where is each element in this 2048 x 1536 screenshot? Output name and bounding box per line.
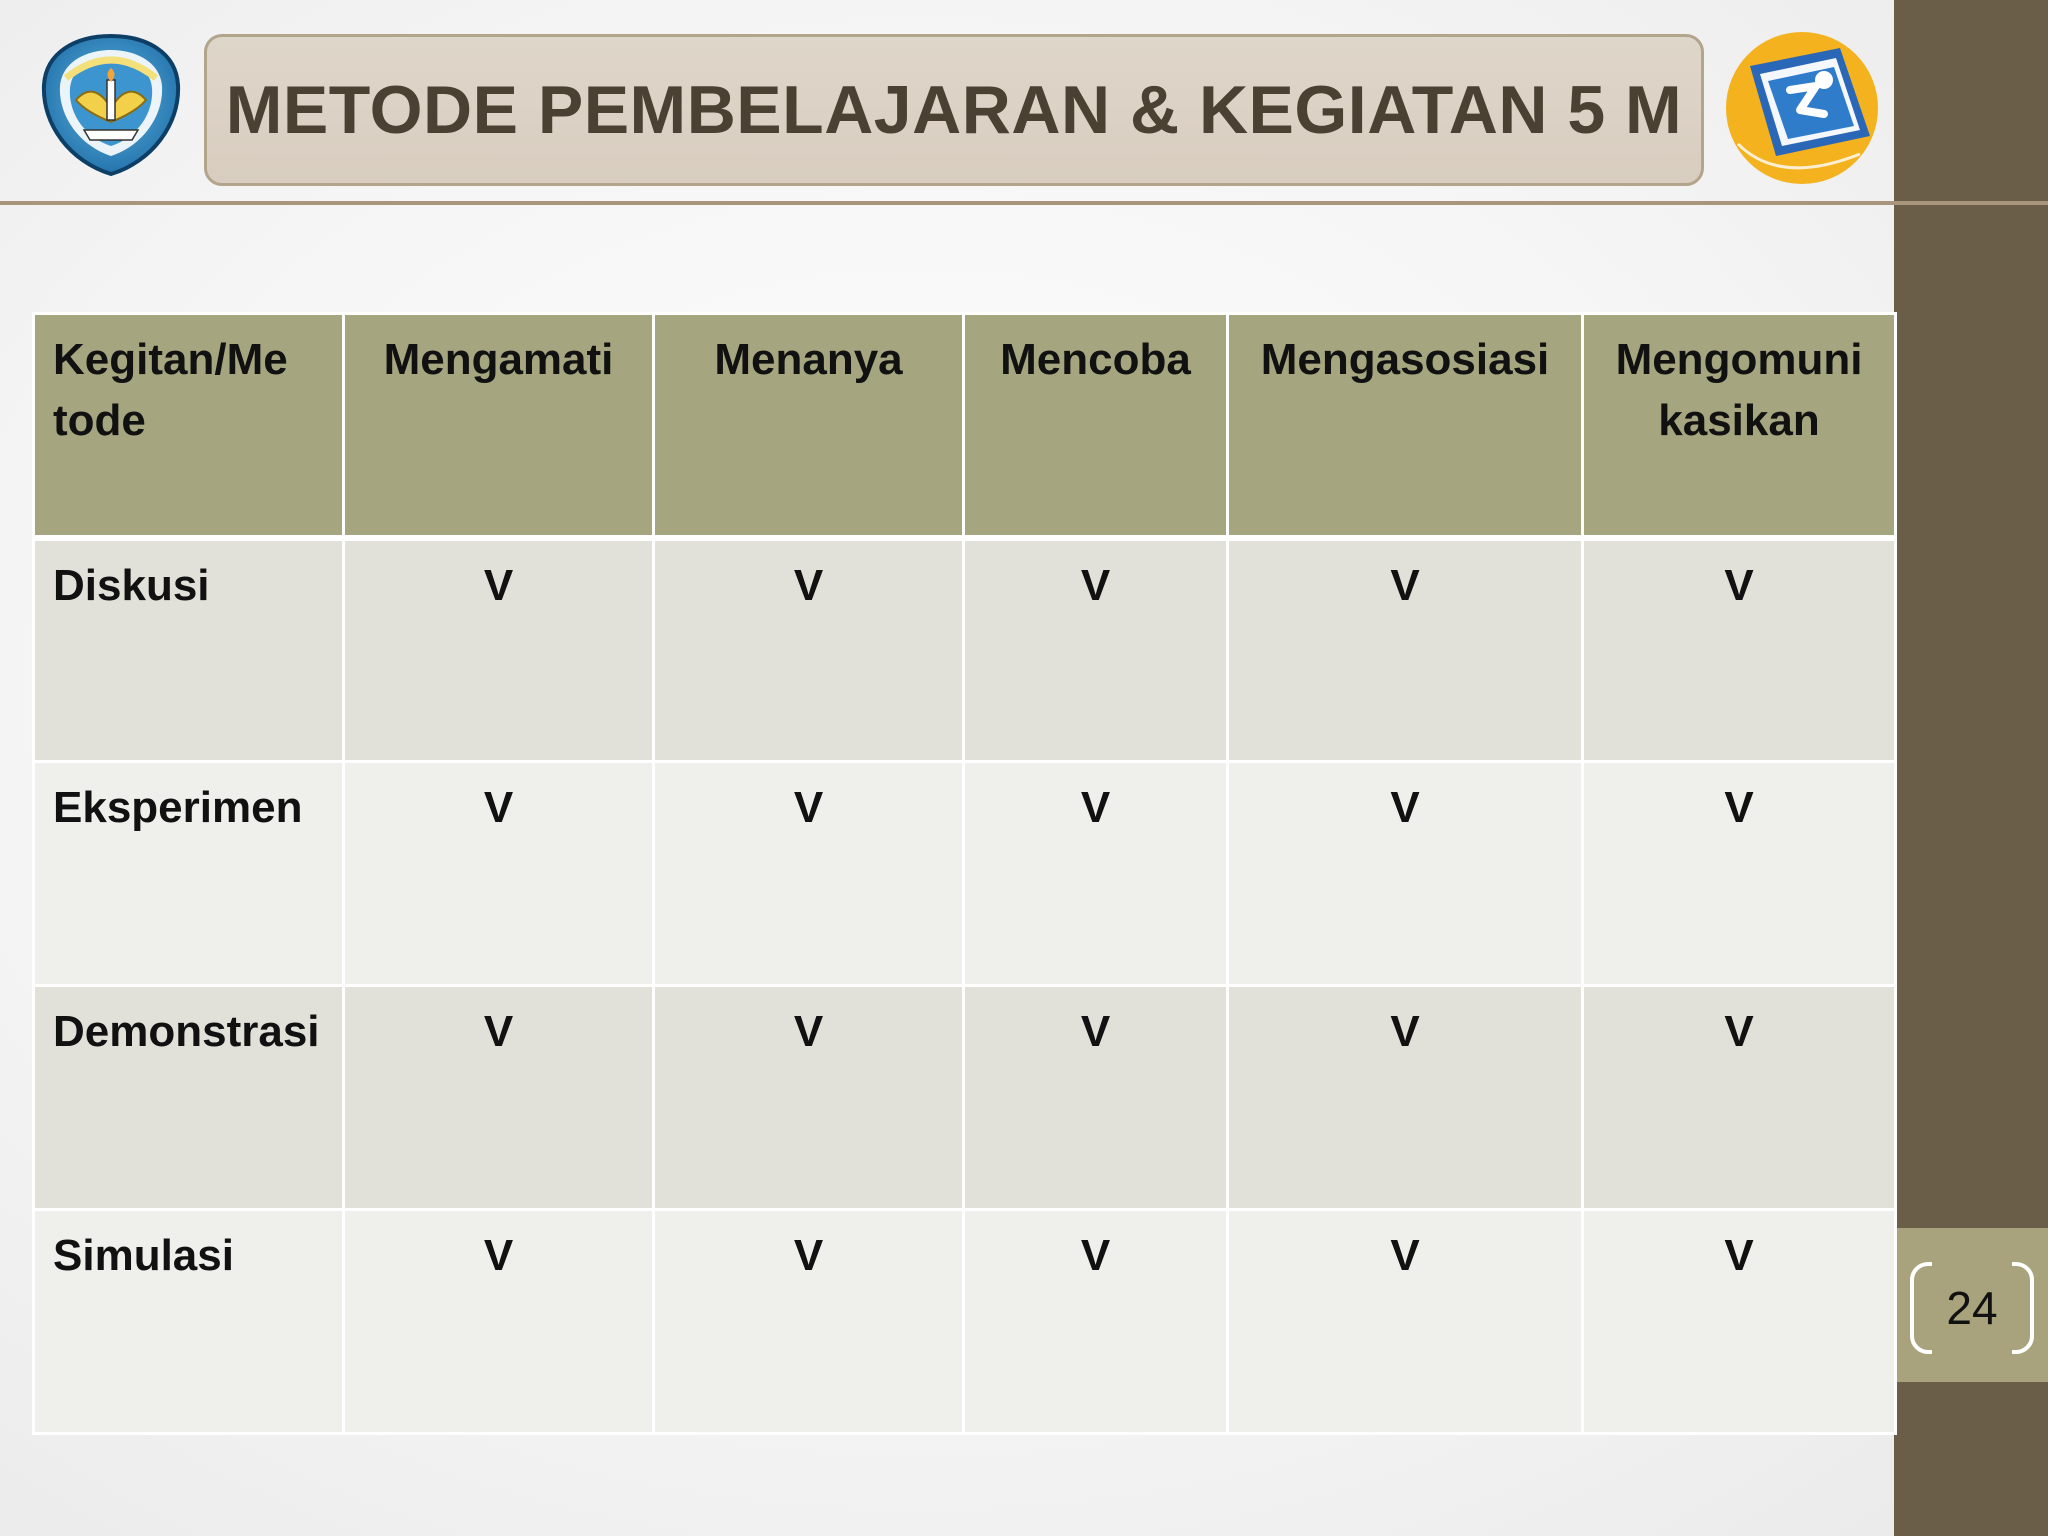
table-cell: V (1228, 986, 1583, 1210)
kurikulum-2013-logo-icon (1720, 26, 1880, 192)
table-row (34, 986, 1896, 1210)
table-cell: V (1583, 986, 1896, 1210)
table-cell: V (654, 986, 964, 1210)
table-cell: V (654, 762, 964, 986)
column-header-mencoba: Mencoba (964, 314, 1228, 538)
table-cell: V (1228, 1210, 1583, 1434)
table-cell: V (1228, 762, 1583, 986)
table-header-row (34, 314, 1896, 538)
table-cell: V (344, 986, 654, 1210)
table-cell: V (344, 538, 654, 762)
table-row (34, 1210, 1896, 1434)
table-cell: V (344, 1210, 654, 1434)
page-number: 24 (1946, 1282, 1998, 1334)
column-header-mengomunikasikan: Mengomuni kasikan (1583, 314, 1896, 538)
table-cell: V (1228, 538, 1583, 762)
column-header-method: Kegitan/Me tode (34, 314, 344, 538)
table-cell: V (964, 1210, 1228, 1434)
page-title: METODE PEMBELAJARAN & KEGIATAN 5 M (225, 72, 1683, 148)
table-row (34, 538, 1896, 762)
table-cell: V (654, 1210, 964, 1434)
column-header-menanya: Menanya (654, 314, 964, 538)
table-cell: V (964, 538, 1228, 762)
table-cell: V (1583, 538, 1896, 762)
row-label-simulasi: Simulasi (34, 1210, 344, 1434)
table-cell: V (654, 538, 964, 762)
table-cell: V (1583, 1210, 1896, 1434)
header-divider (0, 201, 2048, 205)
table-cell: V (344, 762, 654, 986)
column-header-mengasosiasi: Mengasosiasi (1228, 314, 1583, 538)
row-label-diskusi: Diskusi (34, 538, 344, 762)
table-row (34, 762, 1896, 986)
table-cell: V (964, 986, 1228, 1210)
methods-table (32, 312, 1897, 1435)
row-label-eksperimen: Eksperimen (34, 762, 344, 986)
row-label-demonstrasi: Demonstrasi (34, 986, 344, 1210)
table-cell: V (964, 762, 1228, 986)
tut-wuri-handayani-logo-icon (36, 30, 186, 180)
column-header-mengamati: Mengamati (344, 314, 654, 538)
table-cell: V (1583, 762, 1896, 986)
title-box (204, 34, 1704, 186)
